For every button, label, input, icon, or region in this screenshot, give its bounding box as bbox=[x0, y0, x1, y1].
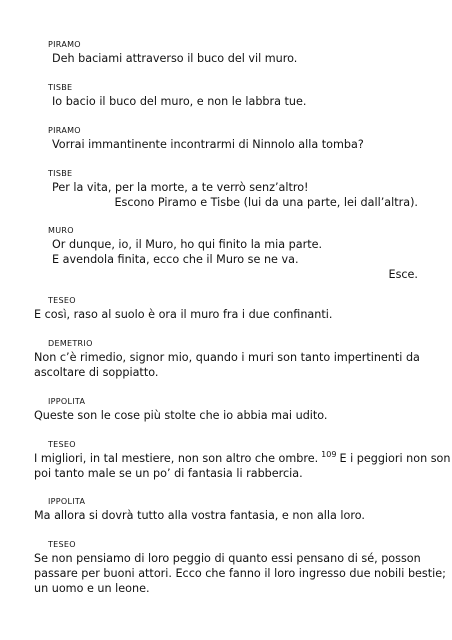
dialogue-line: Deh baciami attraverso il buco del vil muro. bbox=[52, 52, 298, 65]
dialogue-line: Per la vita, per la morte, a te verrò senz’altro! bbox=[52, 181, 309, 194]
dialogue-line bbox=[34, 450, 451, 467]
dialogue-text: E i peggiori non son bbox=[339, 452, 451, 465]
dialogue-line: E così, raso al suolo è ora il muro fra i due confinanti. bbox=[34, 308, 333, 321]
dialogue-line: poi tanto male se un po’ di fantasia li rabbercia. bbox=[34, 467, 303, 480]
speaker-name: IPPOLITA bbox=[48, 497, 86, 506]
speaker-name: DEMETRIO bbox=[48, 339, 93, 348]
dialogue-line: Non c’è rimedio, signor mio, quando i muri son tanto impertinenti da bbox=[34, 351, 420, 364]
dialogue-line: Queste son le cose più stolte che io abbia mai udito. bbox=[34, 409, 328, 422]
dialogue-line: E avendola finita, ecco che il Muro se ne va. bbox=[52, 253, 299, 266]
speaker-name: TISBE bbox=[48, 83, 73, 92]
dialogue-line: un uomo e un leone. bbox=[34, 582, 150, 595]
speaker-name: TESEO bbox=[48, 540, 76, 549]
dialogue-line: Se non pensiamo di loro peggio di quanto essi pensano di sé, posson bbox=[34, 552, 421, 565]
speaker-name: TISBE bbox=[48, 169, 73, 178]
speaker-name: PIRAMO bbox=[48, 40, 81, 49]
dialogue-line: ascoltare di soppiatto. bbox=[34, 366, 159, 379]
footnote-ref[interactable]: 109 bbox=[321, 450, 337, 459]
speaker-name: PIRAMO bbox=[48, 126, 81, 135]
dialogue-line: Or dunque, io, il Muro, ho qui finito la mia parte. bbox=[52, 238, 323, 251]
dialogue-text: I migliori, in tal mestiere, non son altro che ombre. bbox=[34, 452, 319, 465]
stage-direction: Esce. bbox=[388, 268, 418, 281]
speaker-name: TESEO bbox=[48, 440, 76, 449]
dialogue-line: Vorrai immantinente incontrarmi di Ninnolo alla tomba? bbox=[52, 138, 364, 151]
stage-direction: Escono Piramo e Tisbe (lui da una parte, lei dall’altra). bbox=[114, 196, 418, 209]
dialogue-line: passare per buoni attori. Ecco che fanno il loro ingresso due nobili bestie; bbox=[34, 567, 446, 580]
speaker-name: MURO bbox=[48, 226, 74, 235]
dialogue-line: Io bacio il buco del muro, e non le labbra tue. bbox=[52, 95, 307, 108]
speaker-name: TESEO bbox=[48, 296, 76, 305]
speaker-name: IPPOLITA bbox=[48, 397, 86, 406]
dialogue-line: Ma allora si dovrà tutto alla vostra fantasia, e non alla loro. bbox=[34, 509, 365, 522]
